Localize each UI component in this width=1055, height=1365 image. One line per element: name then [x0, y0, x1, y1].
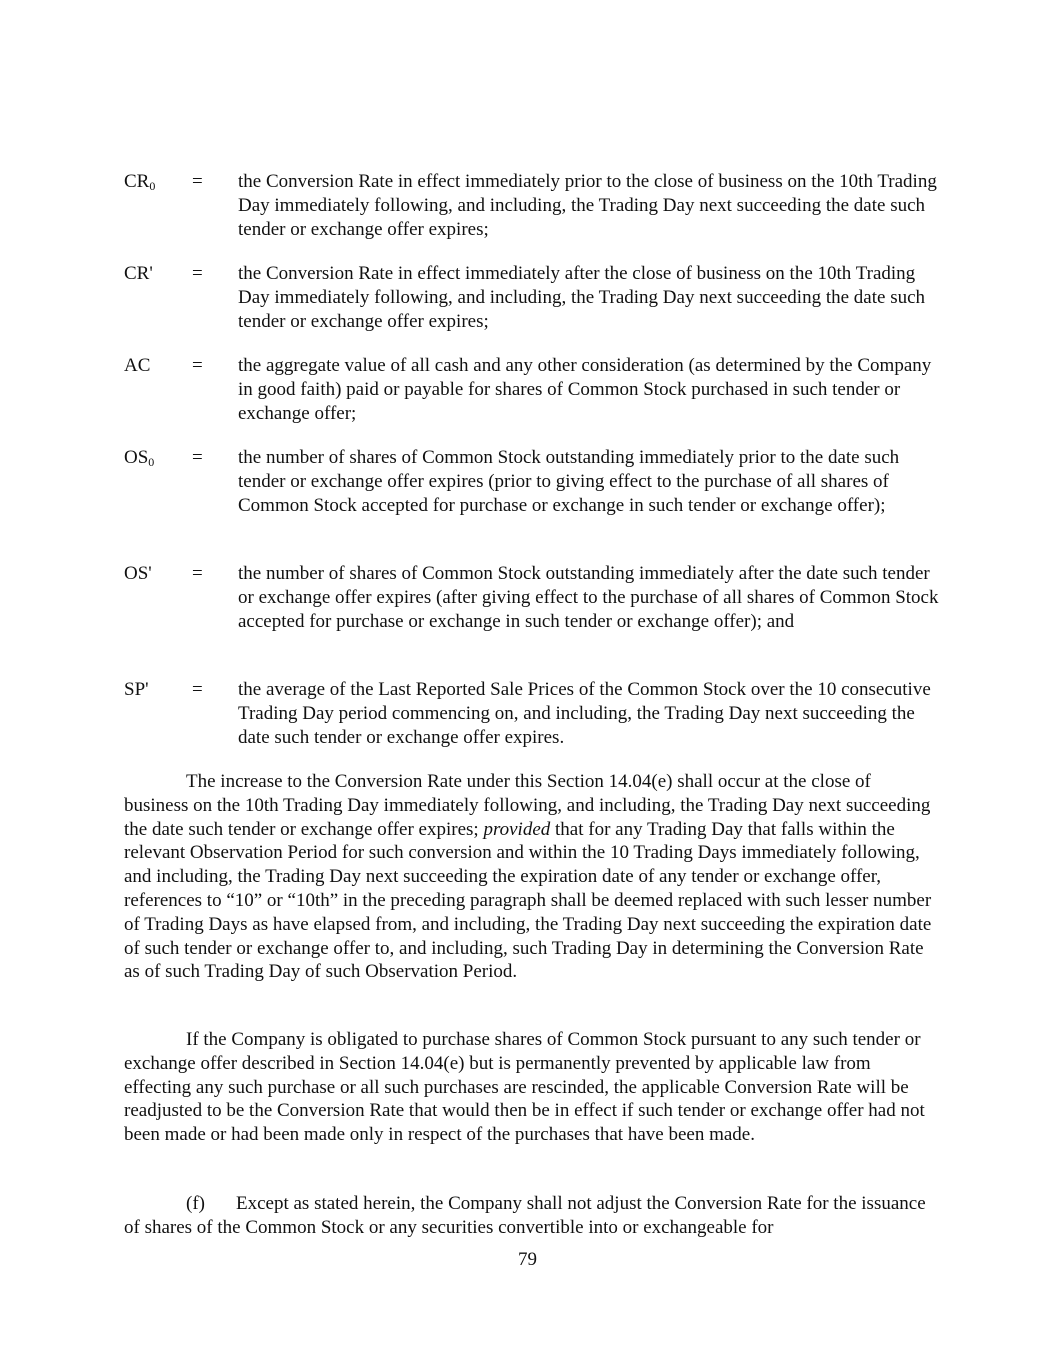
- definition-symbol: AC: [124, 355, 151, 376]
- paragraph-increase: The increase to the Conversion Rate under this Section 14.04(e) shall occur at the close of business on the 10th Trading Day immediately following, and including, the Trading Day next succeeding the date such tender or exchange offer expires; provided that for any Trading Day that falls within the relevant Observation Period for such conversion and within the 10 Trading Days immediately following, and including, the Trading Day next succeeding the expiration date of any tender or exchange offer, references to “10” or “10th” in the preceding paragraph shall be deemed replaced with such lesser number of Trading Days as have elapsed from, and including, the Trading Day next succeeding the expiration date of such tender or exchange offer to, and including, such Trading Day in determining the Conversion Rate as of such Trading Day of such Observation Period.: [124, 771, 932, 983]
- definition-text: the number of shares of Common Stock outstanding immediately prior to the date such tender or exchange offer expires (prior to giving effect to the purchase of all shares of Common Stock accepted for purchase or exchange in such tender or exchange offer);: [238, 447, 900, 516]
- definition-symbol: CR': [124, 263, 153, 284]
- equals-sign: =: [192, 263, 203, 284]
- paragraph-f: (f) Except as stated herein, the Company shall not adjust the Conversion Rate for the issuance of shares of the Common Stock or any securities convertible into or exchangeable for: [124, 1193, 926, 1238]
- definition-ac: [124, 354, 939, 425]
- definition-cr-prime: [124, 262, 939, 333]
- definition-symbol: $OS_0$: [124, 447, 155, 469]
- equals-sign: =: [192, 679, 203, 700]
- paragraph-obligated: If the Company is obligated to purchase shares of Common Stock pursuant to any such tender or exchange offer described in Section 14.04(e) but is permanently prevented by applicable law from effecting any such purchase or all such purchases are rescinded, the applicable Conversion Rate will be readjusted to be the Conversion Rate that would then be in effect if such tender or exchange offer had not been made or had been made only in respect of the purchases that have been made.: [124, 1029, 925, 1146]
- definition-text: the Conversion Rate in effect immediately prior to the close of business on the 10th Trading Day immediately following, and including, the Trading Day next succeeding the date such tender or exchange offer expires;: [238, 171, 937, 240]
- definition-text: the average of the Last Reported Sale Prices of the Common Stock over the 10 consecutive Trading Day period commencing on, and including, the Trading Day next succeeding the date such tender or exchange offer expires.: [238, 679, 931, 748]
- definition-os0: [124, 446, 939, 517]
- definition-cr0: [124, 170, 939, 241]
- equals-sign: =: [192, 563, 203, 584]
- provided-emphasis: provided: [483, 818, 551, 840]
- clause-label: (f): [186, 1193, 205, 1214]
- definition-text: the Conversion Rate in effect immediately after the close of business on the 10th Trading Day immediately following, and including, the Trading Day next succeeding the date such tender or exchange offer expires;: [238, 263, 926, 332]
- definition-text: the aggregate value of all cash and any other consideration (as determined by the Company in good faith) paid or payable for shares of Common Stock purchased in such tender or exchange offer;: [238, 355, 932, 424]
- equals-sign: =: [192, 171, 203, 192]
- definition-os-prime: [124, 562, 939, 633]
- definition-symbol: $CR_0$: [124, 171, 156, 193]
- definition-sp-prime: [124, 678, 939, 749]
- page-number: 79: [518, 1249, 537, 1270]
- equals-sign: =: [192, 447, 203, 468]
- definition-symbol: OS': [124, 563, 152, 584]
- definition-text: the number of shares of Common Stock outstanding immediately after the date such tender or exchange offer expires (after giving effect to the purchase of all shares of Common Stock accepted for purchase or exchange in such tender or exchange offer); and: [238, 563, 939, 632]
- equals-sign: =: [192, 355, 203, 376]
- definition-symbol: SP': [124, 679, 149, 700]
